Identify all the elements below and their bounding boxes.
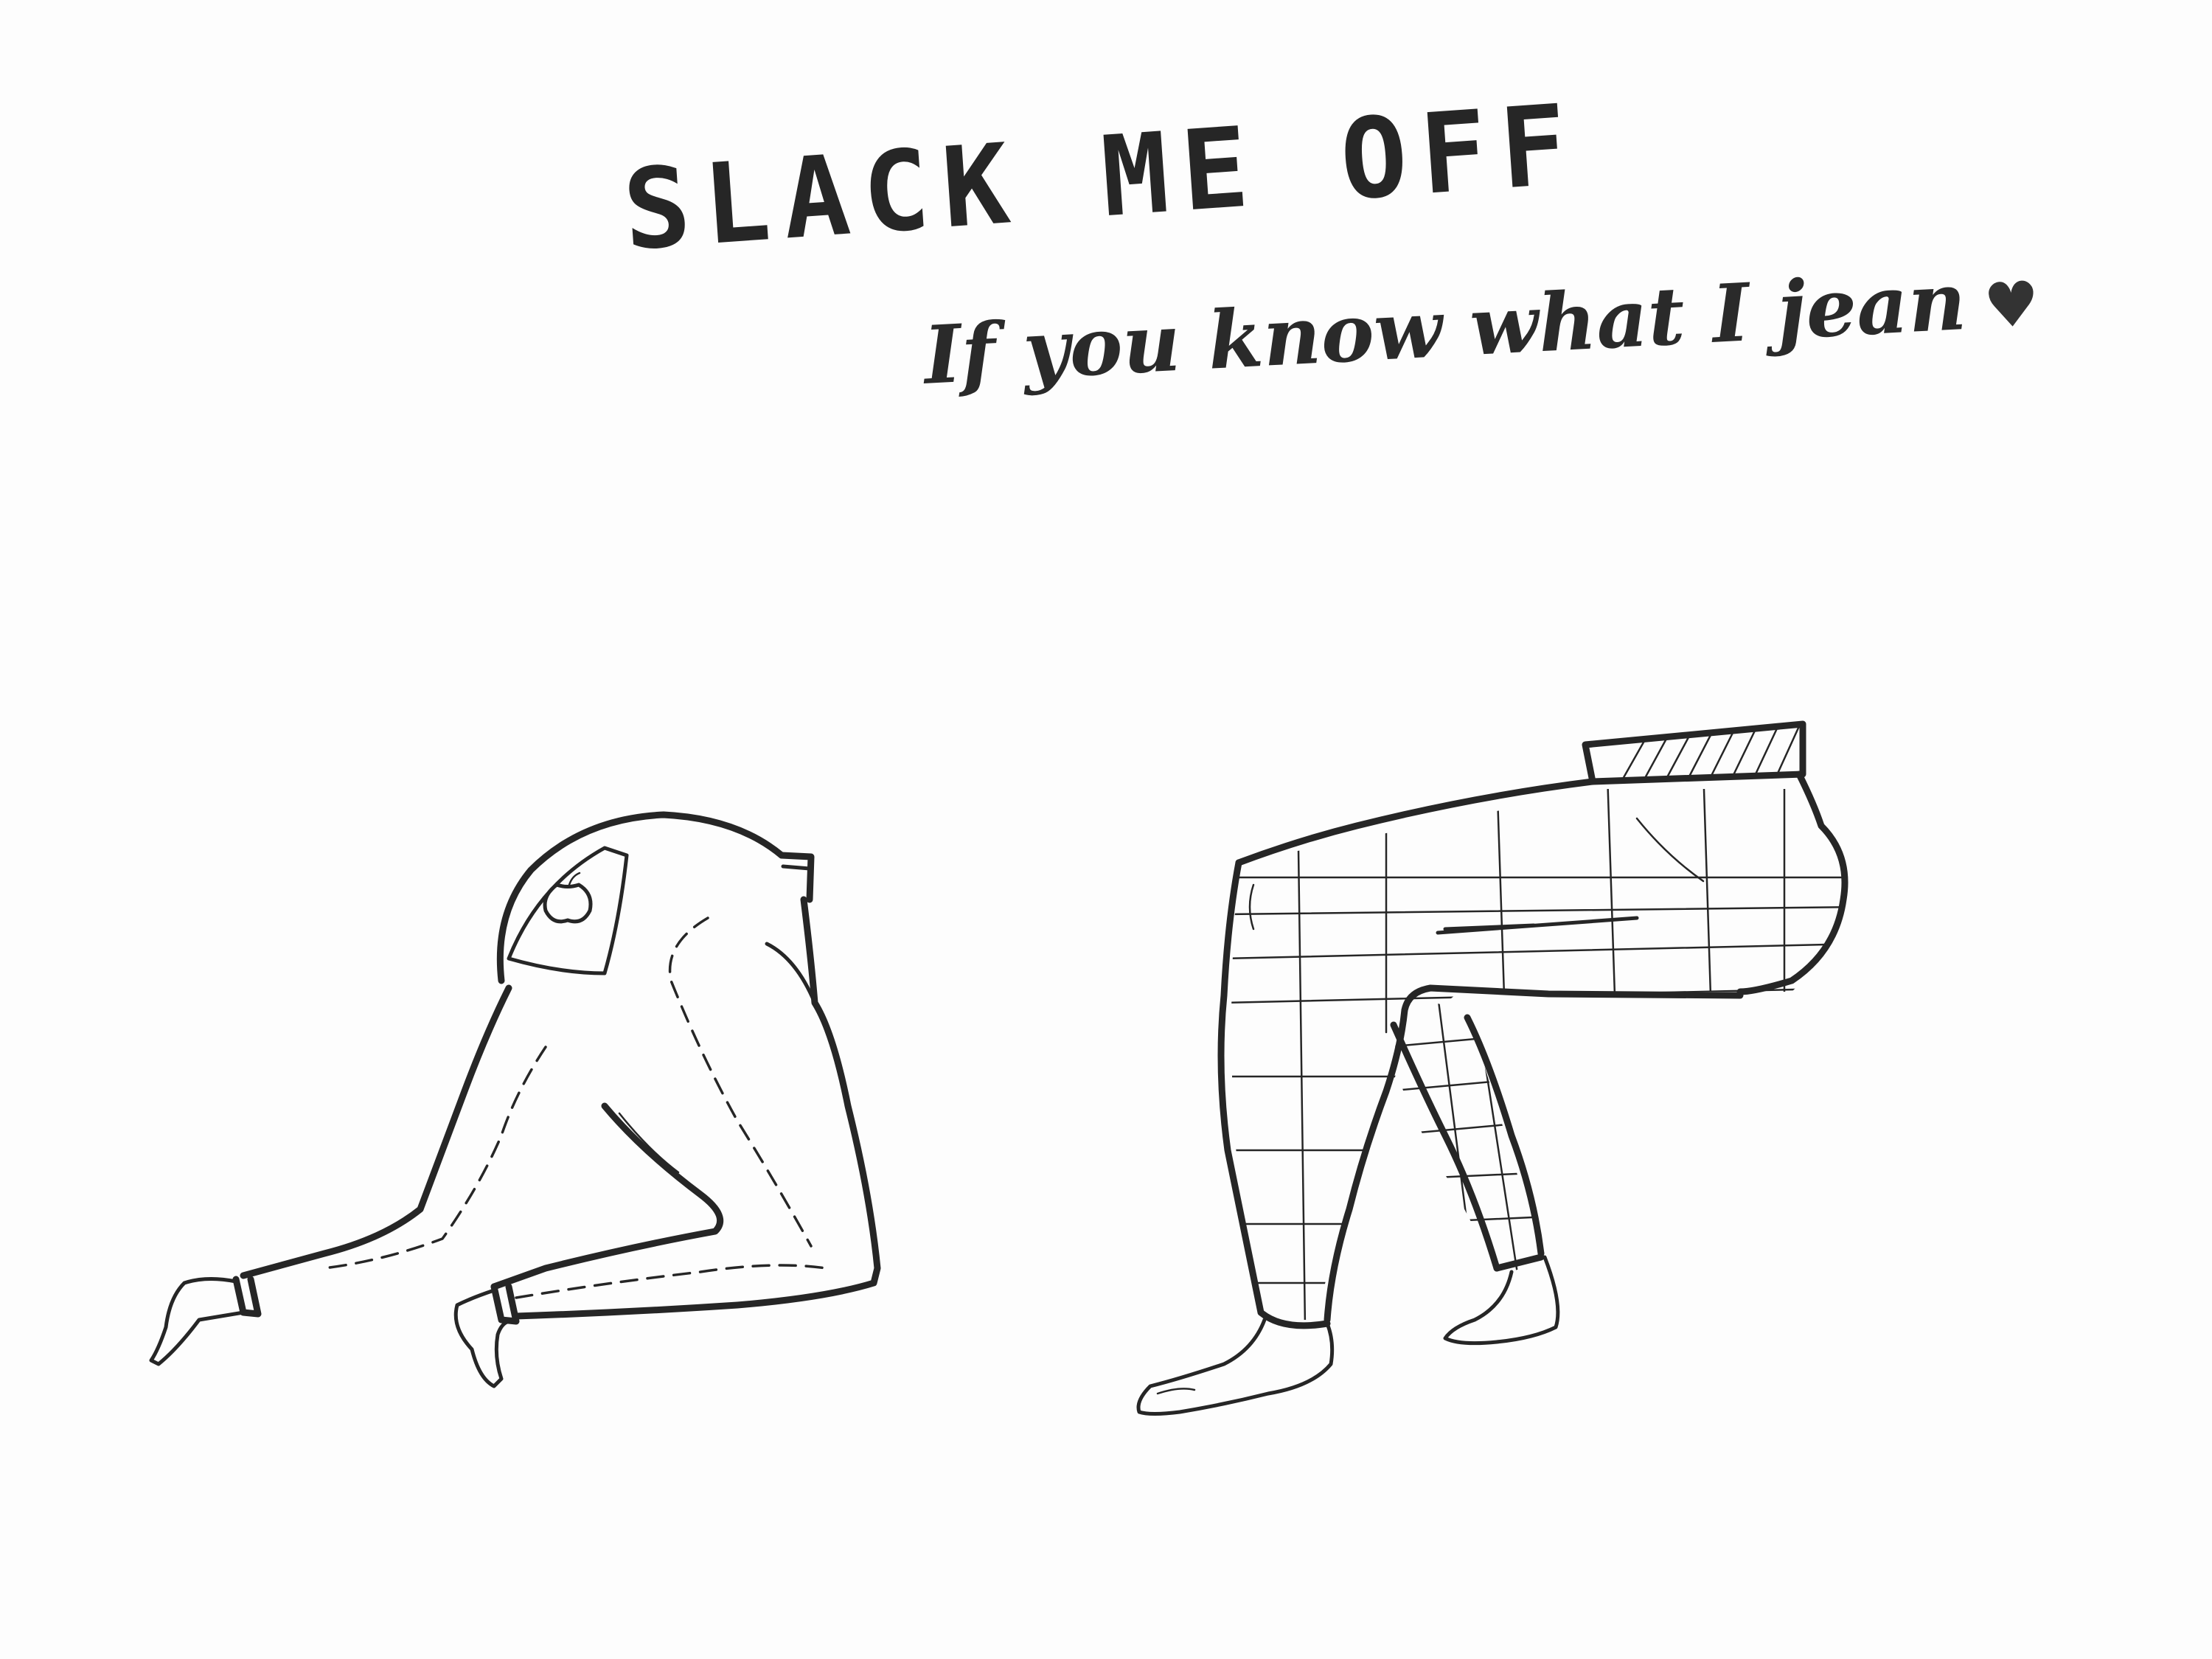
card-title: SLACK ME OFF xyxy=(619,80,1585,276)
heart-icon: ♥ xyxy=(1981,266,2042,343)
card-subtitle: If you know what I jean xyxy=(922,254,1969,403)
crouching-jeans-figure xyxy=(151,815,877,1386)
plaid-trousers-figure xyxy=(1138,724,1858,1414)
